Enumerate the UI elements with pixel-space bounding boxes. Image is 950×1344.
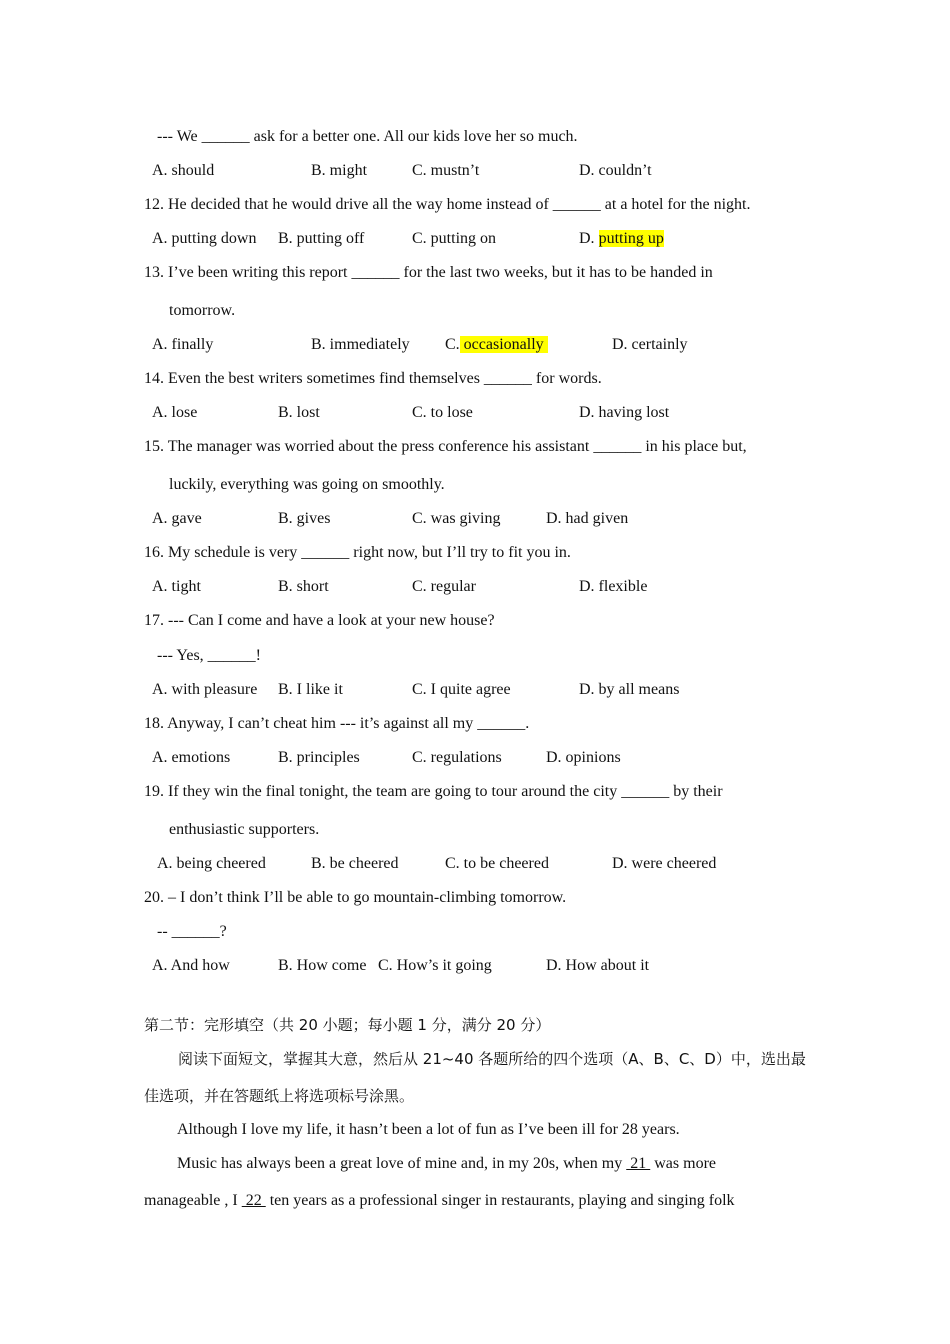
q14-option-a: A. lose: [152, 404, 198, 421]
q19-option-d: D. were cheered: [612, 855, 717, 872]
q14-option-b: B. lost: [278, 404, 320, 421]
q16-option-d: D. flexible: [579, 578, 648, 595]
q15-option-c: C. was giving: [412, 510, 501, 527]
q11-option-a: A. should: [152, 162, 215, 179]
q15-stem-line2: luckily, everything was going on smoothly.: [169, 476, 445, 493]
q12-stem: 12. He decided that he would drive all the way home instead of ______ at a hotel for the night.: [144, 196, 751, 213]
q19-stem-line1: 19. If they win the final tonight, the team are going to tour around the city ______ by their: [144, 783, 723, 800]
q14-option-c: C. to lose: [412, 404, 473, 421]
q12-option-d-prefix: D.: [579, 230, 599, 247]
q20-option-c: C. How’s it going: [378, 957, 492, 974]
blank-21: 21: [626, 1155, 651, 1172]
section2-instructions-line1: 阅读下面短文，掌握其大意，然后从 21~40 各题所给的四个选项（A、B、C、D）中，选出最: [178, 1050, 806, 1068]
q13-option-c-prefix: C.: [445, 336, 460, 353]
q18-option-c: C. regulations: [412, 749, 502, 766]
q11-option-d: D. couldn’t: [579, 162, 652, 179]
section2-instructions-line2: 佳选项，并在答题纸上将选项标号涂黑。: [144, 1087, 415, 1105]
q13-option-d: D. certainly: [612, 336, 688, 353]
q12-option-c: C. putting on: [412, 230, 497, 247]
q18-option-d: D. opinions: [546, 749, 621, 766]
q13-stem-line1: 13. I’ve been writing this report ______ for the last two weeks, but it has to be handed in: [144, 264, 713, 281]
q16-stem: 16. My schedule is very ______ right now, but I’ll try to fit you in.: [144, 544, 571, 561]
q11-option-c: C. mustn’t: [412, 162, 480, 179]
q17-option-c: C. I quite agree: [412, 681, 511, 698]
q13-option-a: A. finally: [152, 336, 214, 353]
passage-text: ten years as a professional singer in restaurants, playing and singing folk: [265, 1192, 735, 1209]
q20-reply: -- ______?: [157, 923, 227, 940]
q12-option-d: [579, 229, 664, 249]
q15-option-d: D. had given: [546, 510, 629, 527]
q19-option-b: B. be cheered: [311, 855, 399, 872]
passage-paragraph-2-line2: [144, 1191, 735, 1211]
q19-stem-line2: enthusiastic supporters.: [169, 821, 320, 838]
q14-option-d: D. having lost: [579, 404, 670, 421]
q17-reply: --- Yes, ______!: [157, 647, 261, 664]
q11-option-b: B. might: [311, 162, 368, 179]
q20-option-a: A. And how: [152, 957, 230, 974]
q15-stem-line1: 15. The manager was worried about the press conference his assistant ______ in his place but,: [144, 438, 747, 455]
q13-option-c-highlight: occasionally: [459, 336, 548, 353]
q20-stem: 20. – I don’t think I’ll be able to go mountain-climbing tomorrow.: [144, 889, 567, 906]
q15-option-b: B. gives: [278, 510, 331, 527]
q18-option-a: A. emotions: [152, 749, 231, 766]
blank-22: 22: [241, 1192, 266, 1209]
q14-stem: 14. Even the best writers sometimes find themselves ______ for words.: [144, 370, 602, 387]
q12-option-d-highlight: putting up: [598, 230, 664, 247]
q20-option-d: D. How about it: [546, 957, 650, 974]
q13-option-b: B. immediately: [311, 336, 410, 353]
q18-stem: 18. Anyway, I can’t cheat him --- it’s against all my ______.: [144, 715, 530, 732]
q12-option-a: A. putting down: [152, 230, 257, 247]
q15-option-a: A. gave: [152, 510, 202, 527]
q20-option-b: B. How come: [278, 957, 367, 974]
q16-option-c: C. regular: [412, 578, 476, 595]
q13-option-c: [445, 335, 548, 355]
passage-paragraph-2-line1: [177, 1154, 716, 1174]
q12-option-b: B. putting off: [278, 230, 365, 247]
passage-paragraph-1: Although I love my life, it hasn’t been a lot of fun as I’ve been ill for 28 years.: [177, 1121, 680, 1138]
q17-option-d: D. by all means: [579, 681, 680, 698]
q19-option-a: A. being cheered: [157, 855, 266, 872]
passage-text: manageable , I: [144, 1192, 242, 1209]
q17-stem: 17. --- Can I come and have a look at your new house?: [144, 612, 495, 629]
q13-stem-line2: tomorrow.: [169, 302, 236, 319]
q11-reply: --- We ______ ask for a better one. All our kids love her so much.: [157, 128, 578, 145]
q18-option-b: B. principles: [278, 749, 360, 766]
passage-text: Music has always been a great love of mine and, in my 20s, when my: [177, 1155, 627, 1172]
q17-option-b: B. I like it: [278, 681, 343, 698]
q17-option-a: A. with pleasure: [152, 681, 258, 698]
section2-heading: 第二节：完形填空（共 20 小题；每小题 1 分，满分 20 分）: [144, 1016, 551, 1034]
q16-option-a: A. tight: [152, 578, 201, 595]
q16-option-b: B. short: [278, 578, 329, 595]
q19-option-c: C. to be cheered: [445, 855, 549, 872]
passage-text: was more: [650, 1155, 716, 1172]
